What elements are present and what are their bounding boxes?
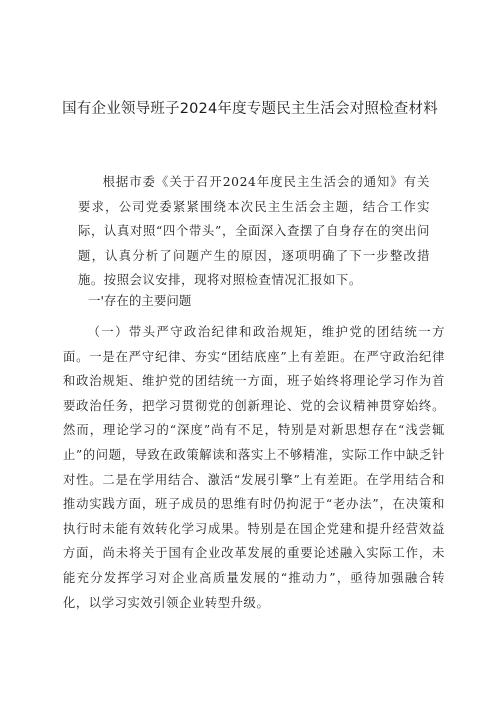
section-heading: 一'存在的主要问题 [88, 293, 192, 308]
intro-paragraph: 根据市委《关于召开2024年度民主生活会的通知》有关要求，公司党委紧紧围绕本次民主生活会主题，结合工作实际，认真对照“四个带头”，全面深入查摆了自身存在的突出问题，认真分析了问题产生的原因，逐项明确了下一步整改措施。按照会议安排，现将对照检查情况汇报如下。 [78, 175, 430, 288]
section-body-paragraph: （一）带头严守政治纪律和政治规矩，维护党的团结统一方面。一是在严守纪律、夯实“团结底座”上有差距。在严守政治纪律和政治规矩、维护党的团结统一方面，班子始终将理论学习作为首要政治任务，把学习贯彻党的创新理论、党的会议精神贯穿始终。然而，理论学习的“深度”尚有不足，特别是对新思想存在“浅尝辄止”的问题，导致在政策解读和落实上不够精准，实际工作中缺乏针对性。二是在学用结合、激活“发展引擎”上有差距。在学用结合和推动实践方面，班子成员的思维有时仍拘泥于“老办法”，在决策和执行时未能有效转化学习成果。特别是在国企党建和提升经营效益方面，尚未将关于国有企业改革发展的重要论述融入实际工作，未能充分发挥学习对企业高质量发展的“推动力”，亟待加强融合转化，以学习实效引领企业转型升级。 [63, 325, 445, 610]
document-title: 国有企业领导班子2024年度专题民主生活会对照检查材料 [62, 101, 438, 117]
